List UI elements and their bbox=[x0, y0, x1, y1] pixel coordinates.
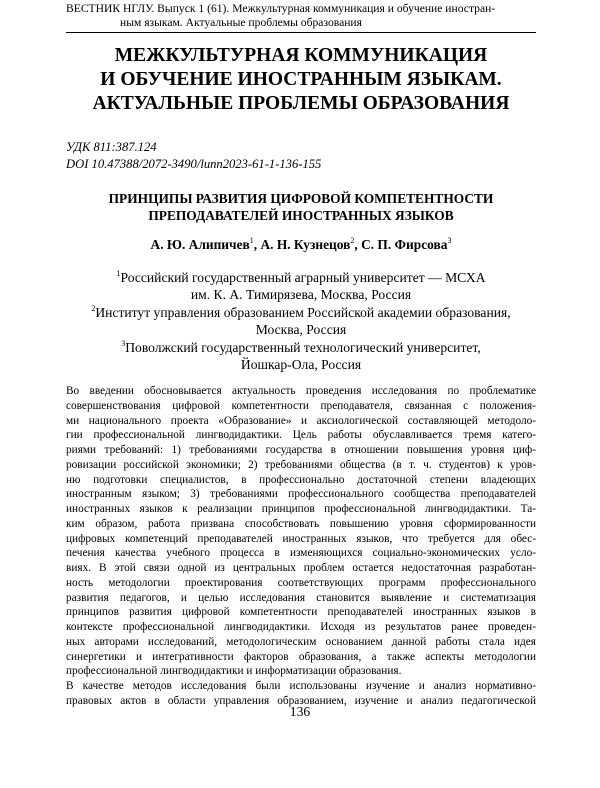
affiliation-list bbox=[66, 269, 536, 373]
affiliation-line: Москва, Россия bbox=[255, 322, 347, 338]
author-list bbox=[66, 236, 536, 253]
abstract-line: Во введении обосновывается актуальность проведения исследования по проблематике bbox=[66, 385, 536, 397]
section-title-line: АКТУАЛЬНЫЕ ПРОБЛЕМЫ ОБРАЗОВАНИЯ bbox=[92, 93, 510, 114]
abstract-line: ми национального проекта «Образование» и аксиологической составляющей методоло- bbox=[66, 414, 536, 427]
article-meta bbox=[66, 139, 321, 173]
page-number: 136 bbox=[289, 704, 311, 719]
abstract-line: В качестве методов исследования были использованы изучение и анализ нормативно- bbox=[66, 680, 536, 692]
abstract-line: профессиональной лингводидактики и информатизации образования. bbox=[66, 665, 402, 678]
abstract-line: синергетики и интегративности факторов образования, а также аспекты методологии bbox=[66, 650, 536, 663]
abstract-line: ровизации российской экономики; 2) требованиями общества (в т. ч. студентов) к уров- bbox=[66, 458, 536, 471]
affiliation-mark: 1 bbox=[116, 269, 121, 278]
author-affiliation-mark: 1 bbox=[249, 236, 254, 245]
header-divider bbox=[66, 32, 536, 33]
abstract-line: принципов развития цифровой компетентности преподавателей иностранных языков в bbox=[66, 606, 536, 619]
affiliation-line: Йошкар-Ола, Россия bbox=[240, 357, 362, 373]
running-header-line: ным языкам. Актуальные проблемы образования bbox=[120, 16, 362, 29]
abstract-line: иностранным языком; 3) требованиями профессионального сообщества преподавателей bbox=[66, 488, 536, 501]
affiliation-text: Поволжский государственный технологический университет, bbox=[125, 339, 481, 355]
abstract-line: цифровых компетенций преподавателей иностранных языков, что требуется для обес- bbox=[66, 532, 536, 545]
article-title bbox=[66, 190, 536, 224]
abstract-line: риями требований: 1) требованиями государства в отношении повышения уровня циф- bbox=[66, 444, 536, 456]
section-title bbox=[66, 44, 536, 116]
abstract-line: гии профессиональной лингводидактики. Цель работы обуславливается тремя катего- bbox=[66, 429, 536, 442]
abstract-line: ных авторами исследований, методологическим основанием данной работы стала идея bbox=[66, 635, 536, 648]
author-name: А. Ю. Алипичев bbox=[150, 237, 250, 252]
author-separator: , bbox=[253, 237, 261, 252]
abstract-line: печения качества учебного процесса в изменяющихся социально-экономических усло- bbox=[66, 547, 536, 560]
author-affiliation-mark: 3 bbox=[447, 236, 452, 245]
doi-code: DOI 10.47388/2072-3490/lunn2023-61-1-136-155 bbox=[66, 157, 322, 171]
abstract-line: виях. В этой связи одной из центральных проблем остается недостаточная разработан- bbox=[66, 562, 536, 574]
author-name: С. П. Фирсова bbox=[361, 237, 448, 252]
abstract-line: иностранных языков к реализации принципов профессиональной лингводидактики. Та- bbox=[66, 503, 536, 515]
running-header-line: ВЕСТНИК НГЛУ. Выпуск 1 (61). Межкультурная коммуникация и обучение иностран- bbox=[66, 2, 496, 15]
author-separator: , bbox=[354, 237, 362, 252]
abstract-line: ню подготовки специалистов, в профессионально достаточной степени владеющих bbox=[66, 473, 536, 486]
article-title-line: ПРЕПОДАВАТЕЛЕЙ ИНОСТРАННЫХ ЯЗЫКОВ bbox=[148, 208, 454, 223]
section-title-line: МЕЖКУЛЬТУРНАЯ КОММУНИКАЦИЯ bbox=[114, 45, 488, 66]
abstract-line: ность методологии проектирования соответствующих программ профессионального bbox=[66, 576, 536, 589]
udc-code: УДК 811:387.124 bbox=[66, 140, 157, 154]
affiliation-mark: 2 bbox=[91, 303, 96, 313]
running-header bbox=[66, 2, 536, 30]
abstract-line: совершенствования цифровой компетентности преподавателя, связанная с положения- bbox=[66, 399, 536, 412]
author-affiliation-mark: 2 bbox=[350, 236, 355, 245]
abstract-line: развития педагогов, и целью исследования становится выявление и систематизация bbox=[66, 591, 536, 604]
affiliation-line: им. К. А. Тимирязева, Москва, Россия bbox=[190, 287, 412, 303]
section-title-line: И ОБУЧЕНИЕ ИНОСТРАННЫМ ЯЗЫКАМ. bbox=[100, 69, 502, 90]
affiliation-text: Российский государственный аграрный университет — МСХА bbox=[120, 270, 486, 285]
affiliation-text: Институт управления образованием Российской академии образования, bbox=[95, 304, 511, 320]
affiliation-line bbox=[66, 339, 536, 356]
abstract-text bbox=[66, 384, 536, 709]
author-name: А. Н. Кузнецов bbox=[260, 237, 351, 252]
abstract-line: правовых актов в области управления образованием, изучение и анализ педагогической bbox=[66, 694, 536, 707]
abstract-line: ким образом, работа призвана способствовать повышению уровня сформированности bbox=[66, 517, 536, 530]
abstract-line: контексте профессиональной лингводидактики. Исходя из результатов ранее проведен- bbox=[66, 621, 536, 633]
affiliation-mark: 3 bbox=[121, 338, 126, 348]
affiliation-line bbox=[66, 304, 536, 321]
affiliation-line bbox=[66, 269, 536, 286]
article-title-line: ПРИНЦИПЫ РАЗВИТИЯ ЦИФРОВОЙ КОМПЕТЕНТНОСТИ bbox=[108, 191, 494, 206]
